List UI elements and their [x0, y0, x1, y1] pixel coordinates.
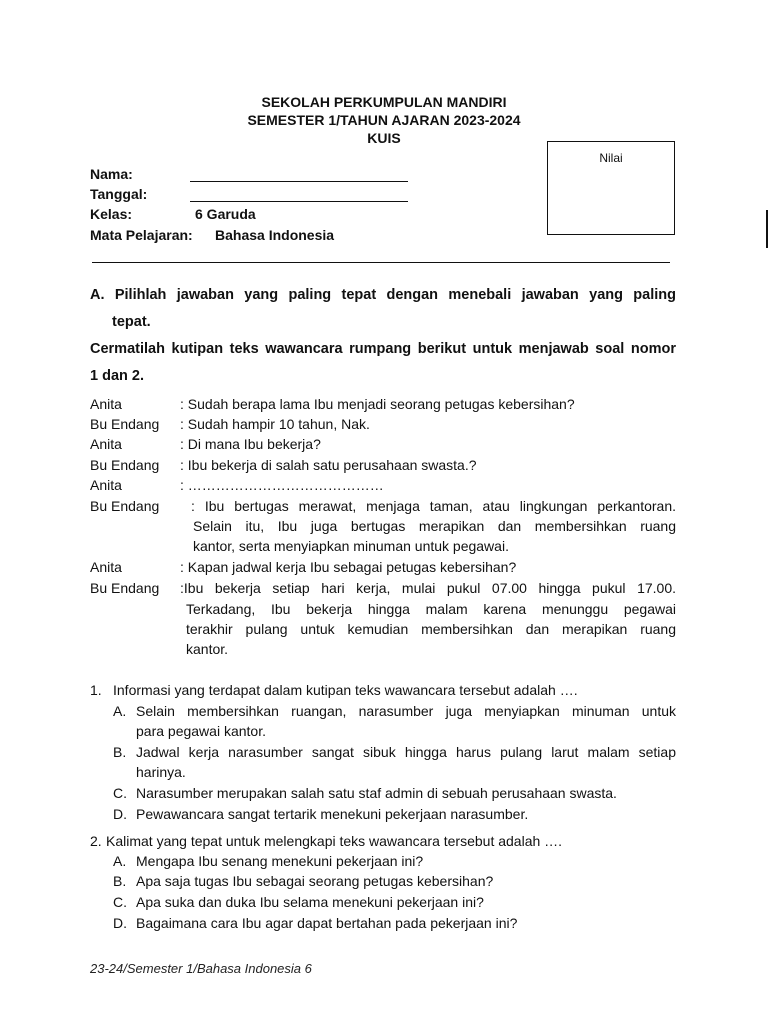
option-text[interactable]: Selain membersihkan ruangan, narasumber juga menyiapkan minuman untuk [136, 703, 676, 719]
dialogue-line: kantor, serta menyiapkan minuman untuk pegawai. [193, 538, 509, 554]
dialogue-line: Selain itu, Ibu juga bertugas merapikan dan membersihkan ruang [193, 518, 676, 534]
dialogue-speaker: Anita [90, 477, 122, 493]
dialogue-blank-line: : …………………………………… [180, 477, 384, 493]
quiz-title: KUIS [367, 130, 401, 146]
dialogue-line: : Sudah berapa lama Ibu menjadi seorang petugas kebersihan? [180, 396, 575, 412]
dialogue-line: terakhir pulang untuk kemudian membersihkan dan merapikan ruang [186, 621, 676, 637]
instruction-line-2: tepat. [112, 314, 151, 330]
option-text[interactable]: Apa suka dan duka Ibu selama menekuni pekerjaan ini? [136, 894, 484, 910]
semester-title: SEMESTER 1/TAHUN AJARAN 2023-2024 [247, 112, 521, 128]
question-stem: Kalimat yang tepat untuk melengkapi teks wawancara tersebut adalah …. [106, 833, 563, 849]
question-number: 1. [90, 682, 102, 698]
dialogue-line: : Ibu bertugas merawat, menjaga taman, atau lingkungan perkantoran. [191, 498, 676, 514]
dialogue-speaker: Bu Endang [90, 457, 160, 473]
option-text[interactable]: para pegawai kantor. [136, 723, 266, 739]
option-text[interactable]: Apa saja tugas Ibu sebagai seorang petugas kebersihan? [136, 873, 494, 889]
option-letter[interactable]: B. [113, 744, 127, 760]
dialogue-speaker: Bu Endang [90, 416, 160, 432]
dialogue-speaker: Bu Endang [90, 580, 160, 596]
name-label: Nama: [90, 166, 133, 182]
option-letter[interactable]: D. [113, 915, 127, 931]
date-field-line[interactable] [190, 201, 408, 202]
question-number: 2. [90, 833, 102, 849]
date-label: Tanggal: [90, 186, 148, 202]
score-box [547, 141, 675, 235]
reading-instruction-line-1: Cermatilah kutipan teks wawancara rumpang berikut untuk menjawab soal nomor [90, 341, 676, 357]
score-label: Nilai [599, 151, 623, 165]
option-letter[interactable]: C. [113, 894, 127, 910]
dialogue-line: Terkadang, Ibu bekerja hingga malam karena menunggu pegawai [186, 601, 676, 617]
dialogue-line: : Ibu bekerja di salah satu perusahaan swasta.? [180, 457, 477, 473]
option-text[interactable]: Mengapa Ibu senang menekuni pekerjaan ini? [136, 853, 424, 869]
option-letter[interactable]: D. [113, 806, 127, 822]
class-value: 6 Garuda [195, 206, 256, 222]
dialogue-line: :Ibu bekerja setiap hari kerja, mulai pukul 07.00 hingga pukul 17.00. [180, 580, 676, 596]
header-divider [92, 262, 670, 263]
option-text[interactable]: Bagaimana cara Ibu agar dapat bertahan pada pekerjaan ini? [136, 915, 518, 931]
dialogue-line: : Di mana Ibu bekerja? [180, 436, 321, 452]
dialogue-line: : Kapan jadwal kerja Ibu sebagai petugas kebersihan? [180, 559, 517, 575]
option-text[interactable]: Pewawancara sangat tertarik menekuni pekerjaan narasumber. [136, 806, 529, 822]
dialogue-speaker: Anita [90, 559, 122, 575]
reading-instruction-line-2: 1 dan 2. [90, 368, 144, 384]
option-text[interactable]: Narasumber merupakan salah satu staf admin di sebuah perusahaan swasta. [136, 785, 617, 801]
option-letter[interactable]: A. [113, 853, 127, 869]
option-letter[interactable]: C. [113, 785, 127, 801]
option-text[interactable]: Jadwal kerja narasumber sangat sibuk hingga harus pulang larut malam setiap [136, 744, 676, 760]
option-letter[interactable]: A. [113, 703, 127, 719]
dialogue-speaker: Anita [90, 396, 122, 412]
subject-value: Bahasa Indonesia [215, 227, 335, 243]
dialogue-speaker: Bu Endang [90, 498, 160, 514]
instruction-line-1: A. Pilihlah jawaban yang paling tepat dengan menebali jawaban yang paling [90, 287, 676, 303]
option-letter[interactable]: B. [113, 873, 127, 889]
name-field-line[interactable] [190, 181, 408, 182]
school-name: SEKOLAH PERKUMPULAN MANDIRI [261, 94, 507, 110]
dialogue-speaker: Anita [90, 436, 122, 452]
dialogue-line: : Sudah hampir 10 tahun, Nak. [180, 416, 370, 432]
option-text[interactable]: harinya. [136, 764, 186, 780]
subject-label: Mata Pelajaran: [90, 227, 193, 243]
question-stem: Informasi yang terdapat dalam kutipan teks wawancara tersebut adalah …. [113, 682, 578, 698]
page-footer: 23-24/Semester 1/Bahasa Indonesia 6 [90, 961, 312, 976]
class-label: Kelas: [90, 206, 133, 222]
dialogue-line: kantor. [186, 641, 229, 657]
